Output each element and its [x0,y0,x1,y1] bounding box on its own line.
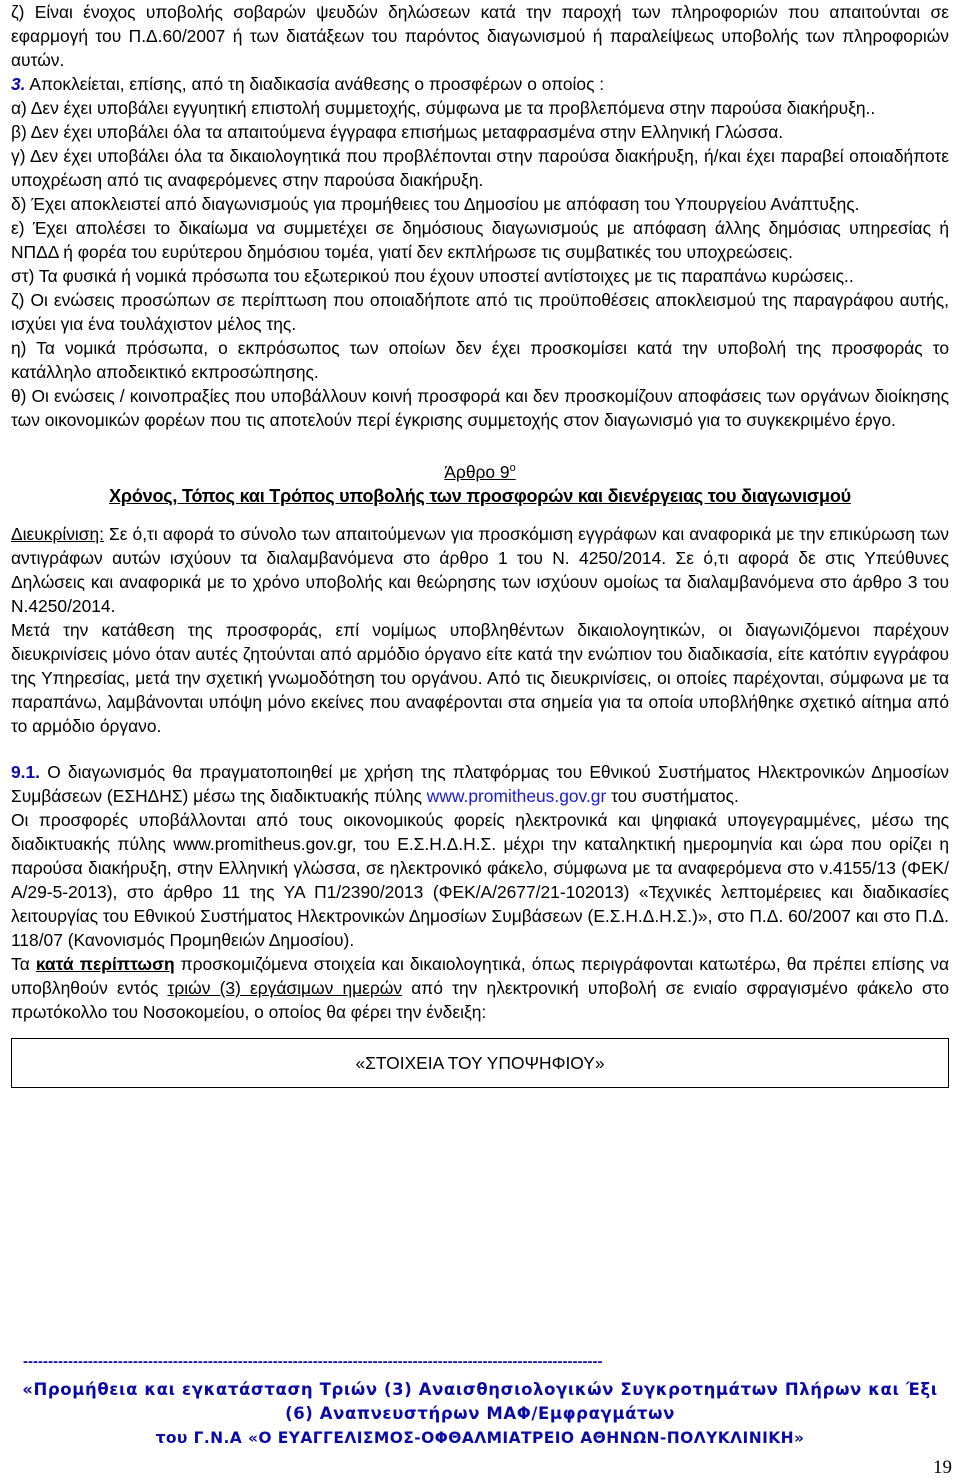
footer-line-1: «Προμήθεια και εγκατάσταση Τριών (3) Αναισθησιολογικών Συγκροτημάτων Πλήρων και Έξι [22,1380,938,1399]
article-title: Άρθρο $9^o$ [444,462,516,482]
document-page [11,0,949,1088]
list-item-eta: η) Τα νομικά πρόσωπα, ο εκπρόσωπος των οποίων δεν έχει προσκομίσει κατά την υποβολή της προσφοράς το κατάλληλο αποδεικτικό εκπροσώπησης. [11,338,949,382]
list-item-beta: β) Δεν έχει υποβάλει όλα τα απαιτούμενα έγγραφα επισήμως μεταφρασμένα στην Ελληνική Γλώσσα. [11,122,784,142]
footer-line-3: του Γ.Ν.Α «Ο ΕΥΑΓΓΕΛΙΣΜΟΣ-ΟΦΘΑΛΜΙΑΤΡΕΙΟ ΑΘΗΝΩΝ-ΠΟΛΥΚΛΙΝΙΚΗ» [155,1429,805,1447]
item-3-number: 3. [11,74,26,94]
section-9-1-number: 9.1. [11,762,41,782]
clarification-label: Διευκρίνιση: [11,524,104,544]
list-item-gamma: γ) Δεν έχει υποβάλει όλα τα δικαιολογητικά που προβλέπονται στην παρούσα διακήρυξη, ή/και έχει παραβεί οποιαδήποτε υποχρέωση από τις αναφερόμενες στην παρούσα διακήρυξη. [11,146,949,190]
paragraph-zeta-intro: ζ) Είναι ένοχος υποβολής σοβαρών ψευδών δηλώσεων κατά την παροχή των πληροφοριών που απαιτούνται σε εφαρμογή του Π.Δ.60/2007 ή των διατάξεων του παρόντος διαγωνισμού ή παραλείψεως υποβολής των πληροφοριών αυτών. [11,2,949,70]
promitheus-link[interactable]: www.promitheus.gov.gr [426,786,607,806]
clarification-paragraph: Διευκρίνιση: Σε ό,τι αφορά το σύνολο των απαιτούμενων για προσκόμιση εγγράφων και αναφορικά με την επικύρωση των αντιγράφων αυτών ισχύουν τα διαλαμβανόμενα στο άρθρο 1 του Ν. 4250/2014. Σε ό,τι αφορά δε στις Υπεύθυνες Δηλώσεις και αναφορικά με το χρόνο υποβολής και θεώρησης των ισχύουν ομοίως τα διαλαμβανόμενα στο άρθρο 3 του Ν.4250/2014. [11,524,949,616]
footer-line-2: (6) Αναπνευστήρων ΜΑΦ/Εμφραγμάτων [285,1404,675,1423]
article-subtitle: Χρόνος, Τόπος και Τρόπος υποβολής των προσφορών και διενέργειας του διαγωνισμού [109,486,851,506]
section-9-1-paragraph: 9.1. Ο διαγωνισμός θα πραγματοποιηθεί με χρήση της πλατφόρμας του Εθνικού Συστήματος Ηλεκτρονικών Δημοσίων Συμβάσεων (ΕΣΗΔΗΣ) μέσω της διαδικτυακής πύλης www.promitheus.gov.gr του συστήματος. [11,762,949,806]
candidate-details-label: «ΣΤΟΙΧΕΙΑ ΤΟΥ ΥΠΟΨΗΦΙΟΥ» [355,1053,605,1073]
section-9-1-envelope-paragraph: Τα κατά περίπτωση προσκομιζόμενα στοιχεία και δικαιολογητικά, όπως περιγράφονται κατωτέρω, θα πρέπει επίσης να υποβληθούν εντός τριών (3) εργάσιμων ημερών από την ηλεκτρονική υποβολή σε ενιαίο σφραγισμένο φάκελο στο πρωτόκολλο του Νοσοκομείου, ο οποίος θα φέρει την ένδειξη: [11,954,949,1022]
section-9-1-submission-paragraph: Οι προσφορές υποβάλλονται από τους οικονομικούς φορείς ηλεκτρονικά και ψηφιακά υπογεγραμμένες, μέσω της διαδικτυακής πύλης www.promitheus.gov.gr, του Ε.Σ.Η.Δ.Η.Σ. μέχρι την καταληκτική ημερομηνία και ώρα που ορίζει η παρούσα διακήρυξη, στην Ελληνική γλώσσα, σε ηλεκτρονικό φάκελο, σύμφωνα με τα αναφερόμενα στο ν.4155/13 (ΦΕΚ/Α/29-5-2013), στο άρθρο 11 της ΥΑ Π1/2390/2013 (ΦΕΚ/Α/2677/21-102013) «Τεχνικές λεπτομέρειες και διαδικασίες λειτουργίας του Εθνικού Συστήματος Ηλεκτρονικών Δημοσίων Συμβάσεων (Ε.Σ.Η.Δ.Η.Σ.)», στο Π.Δ. 60/2007 και στο Π.Δ. 118/07 (Κανονισμός Προμηθειών Δημοσίου). [11,810,949,950]
three-working-days-emphasis: τριών (3) εργάσιμων ημερών [167,978,403,998]
list-item-alpha: α) Δεν έχει υποβάλει εγγυητική επιστολή συμμετοχής, σύμφωνα με τα προβλεπόμενα στην παρούσα διακήρυξη.. [11,98,876,118]
list-item-delta: δ) Έχει αποκλειστεί από διαγωνισμούς για προμήθειες του Δημοσίου με απόφαση του Υπουργείου Ανάπτυξης. [11,194,860,214]
candidate-details-box [11,1038,949,1088]
footer [0,1378,960,1450]
footer-divider: -------------------------------------------------------------------------------------------------------------------- [23,1355,603,1369]
list-item-theta: θ) Οι ενώσεις / κοινοπραξίες που υποβάλλουν κοινή προσφορά και δεν προσκομίζουν αποφάσεις των οργάνων διοίκησης των οικονομικών φορέων που τις αποτελούν περί έγκρισης συμμετοχής στον διαγωνισμό για το συγκεκριμένο έργο. [11,386,949,430]
item-3-text: Αποκλείεται, επίσης, από τη διαδικασία ανάθεσης ο προσφέρων ο οποίος : [25,74,605,94]
page-number: 19 [933,1457,952,1478]
item-3-heading [11,72,949,96]
list-item-st: στ) Τα φυσικά ή νομικά πρόσωπα του εξωτερικού που έχουν υποστεί αντίστοιχες με τις παραπάνω κυρώσεις.. [11,266,854,286]
after-submission-paragraph: Μετά την κατάθεση της προσφοράς, επί νομίμως υποβληθέντων δικαιολογητικών, οι διαγωνιζόμενοι παρέχουν διευκρινίσεις μόνο όταν αυτές ζητούνται από αρμόδιο όργανο είτε κατά την ενώπιον του διαδικασία, είτε κατόπιν εγγράφου της Υπηρεσίας, μετά την σχετική γνωμοδότηση του οργάνου. Από τις διευκρινίσεις, οι οποίες παρέχονται, σύμφωνα με τα παραπάνω, λαμβάνονται υπόψη μόνο εκείνες που αναφέρονται στα σημεία για τα οποία υποβλήθηκε σχετικό αίτημα από το αρμόδιο όργανο. [11,620,949,736]
list-item-zeta: ζ) Οι ενώσεις προσώπων σε περίπτωση που οποιαδήποτε από τις προϋποθέσεις αποκλεισμού της παραγράφου αυτής, ισχύει για ένα τουλάχιστον μέλος της. [11,290,949,334]
case-by-case-emphasis: κατά περίπτωση [35,954,175,974]
list-item-epsilon: ε) Έχει απολέσει το δικαίωμα να συμμετέχει σε δημόσιους διαγωνισμούς με απόφαση άλλης δημόσιας υπηρεσίας ή ΝΠΔΔ ή φορέα του ευρύτερου δημόσιου τομέα, γιατί δεν εκπλήρωσε τις συμβατικές του υποχρεώσεις. [11,218,949,262]
